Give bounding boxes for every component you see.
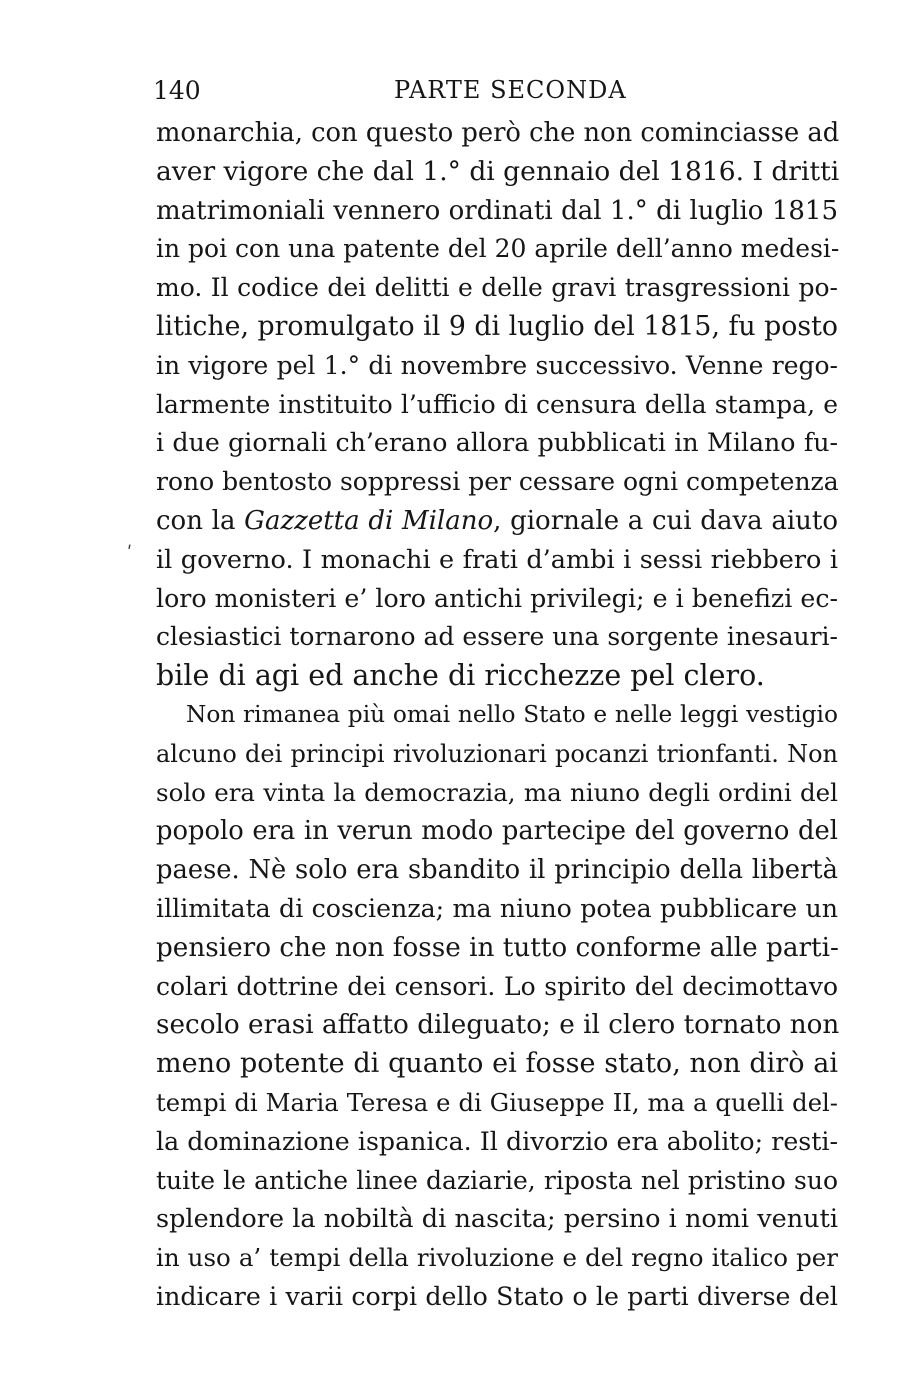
text-line: monarchia, con questo però che non cominciasse ad — [156, 118, 840, 148]
running-head: PARTE SECONDA — [394, 76, 627, 104]
text-line: paese. Nè solo era sbandito il principio della libertà — [156, 855, 838, 886]
text-line: colari dottrine dei censori. Lo spirito del decimottavo — [156, 971, 838, 1001]
text-line: clesiastici tornarono ad essere una sorgente inesauri- — [156, 622, 838, 652]
text-line: tempi di Maria Teresa e di Giuseppe II, ma a quelli del- — [156, 1087, 838, 1117]
line-segment: con la — [156, 505, 245, 536]
text-line: indicare i varii corpi dello Stato o le parti diverse del — [156, 1281, 838, 1311]
line-segment: , giornale a cui dava aiuto — [493, 505, 838, 536]
text-line: meno potente di quanto ei fosse stato, non dirò ai — [156, 1048, 838, 1080]
text-line: bile di agi ed anche di ricchezze pel clero. — [156, 659, 765, 693]
text-line: rono bentosto soppressi per cessare ogni competenza — [156, 467, 839, 497]
text-line: in poi con una patente del 20 aprile dell’anno medesi- — [156, 234, 840, 264]
paragraph-1 — [156, 114, 838, 696]
text-line: solo era vinta la democrazia, ma niuno degli ordini del — [156, 777, 838, 807]
page-header — [148, 76, 838, 116]
text-line: il governo. I monachi e frati d’ambi i sessi riebbero i — [156, 544, 838, 575]
text-line: pensiero che non fosse in tutto conforme alle parti- — [156, 932, 839, 963]
text-line: loro monisteri e’ loro antichi privilegi; e i benefizi ec- — [156, 583, 838, 613]
body-text — [156, 114, 838, 1317]
text-line: secolo erasi affatto dileguato; e il clero tornato non — [156, 1010, 840, 1041]
text-line-with-italic — [156, 502, 838, 541]
text-line: popolo era in verun modo partecipe del governo del — [156, 816, 838, 847]
text-line: splendore la nobiltà di nascita; persino i nomi venuti — [156, 1204, 838, 1235]
margin-tick: ʹ — [127, 543, 133, 564]
text-line: illimitata di coscienza; ma niuno potea pubblicare un — [156, 893, 838, 923]
newspaper-title: Gazzetta di Milano — [244, 505, 494, 536]
text-line: la dominazione ispanica. Il divorzio era abolito; resti- — [156, 1126, 838, 1156]
text-line: in vigore pel 1.° di novembre successivo. Venne rego- — [156, 350, 838, 380]
text-line: Non rimanea più omai nello Stato e nelle leggi vestigio — [186, 700, 838, 728]
text-line: larmente instituito l’ufficio di censura della stampa, e — [156, 389, 838, 419]
text-line: matrimoniali vennero ordinati dal 1.° di luglio 1815 — [156, 195, 838, 226]
text-line: i due giornali ch’erano allora pubblicati in Milano fu- — [156, 428, 838, 458]
text-line: tuite le antiche linee daziarie, riposta nel pristino suo — [156, 1165, 838, 1195]
text-line: mo. Il codice dei delitti e delle gravi trasgressioni po- — [156, 273, 838, 303]
page-number: 140 — [153, 76, 201, 105]
text-line: aver vigore che dal 1.° di gennaio del 1816. I dritti — [156, 155, 840, 187]
paragraph-2 — [156, 696, 838, 1317]
text-line: alcuno dei principi rivoluzionari pocanzi trionfanti. Non — [156, 739, 838, 768]
text-line: in uso a’ tempi della rivoluzione e del regno italico per — [156, 1243, 838, 1273]
text-line: litiche, promulgato il 9 di luglio del 1815, fu posto — [156, 310, 838, 342]
